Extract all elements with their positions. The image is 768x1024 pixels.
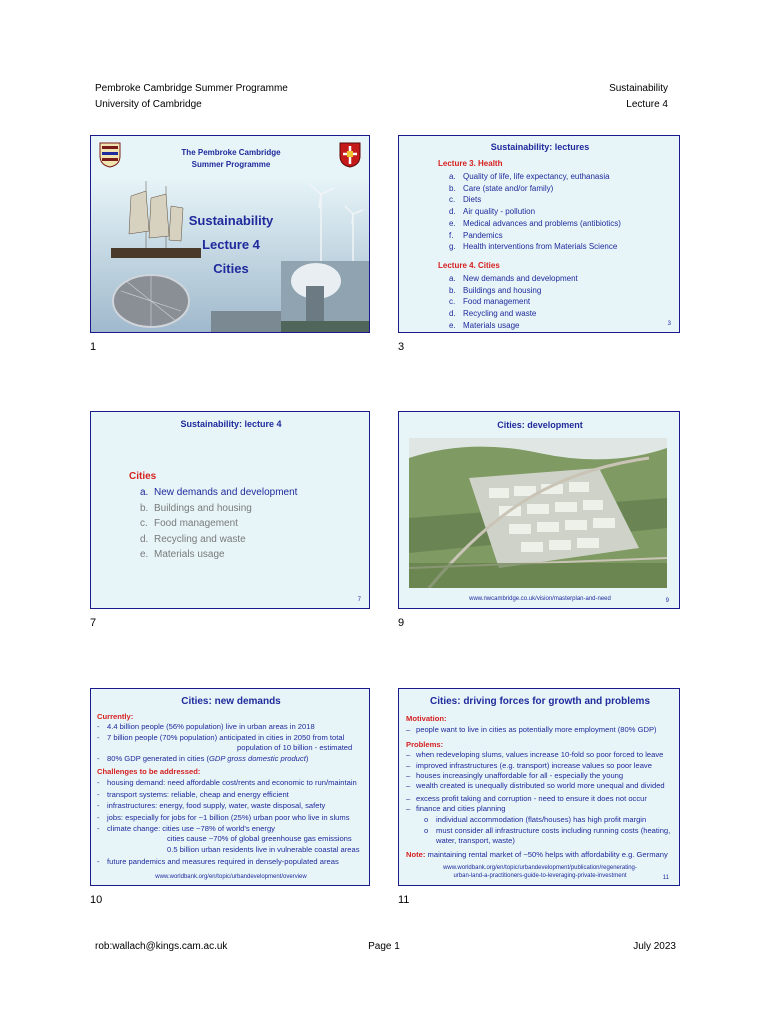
slide-1-lecture-text: Lecture 4 [202, 237, 260, 252]
header-lecture: Lecture 4 [626, 99, 668, 110]
list-item-continued: population of 10 billion - estimated [237, 743, 353, 753]
slide-3-page: 3 [667, 321, 671, 327]
list-item: – people want to live in cities as potentially more employment (80% GDP) [406, 725, 657, 735]
challenges-heading: Challenges to be addressed: [97, 767, 201, 777]
slide-number-1: 1 [90, 341, 97, 353]
programme-name: The Pembroke Cambridge [181, 148, 281, 157]
list-item: c. Food management [449, 297, 531, 307]
slide-9-source-link[interactable]: www.nwcambridge.co.uk/vision/masterplan-and-need [469, 596, 611, 602]
slide-1-topic-text: Cities [213, 261, 249, 276]
slide-3-lectures [398, 135, 680, 333]
footer-page: Page 1 [368, 941, 400, 952]
list-item: e. Materials usage [140, 549, 225, 561]
list-item-continued: cities cause ~70% of global greenhouse gas emissions [167, 834, 352, 844]
slide-11-page: 11 [662, 875, 669, 881]
slide-7-lecture-4 [90, 411, 370, 609]
lecture-4-list [449, 273, 578, 332]
slide-1-title [90, 135, 370, 333]
slide-9-title: Cities: development [497, 420, 583, 430]
sub-list-item: o must consider all infrastructure costs including running costs (heating, water, transport, waste) [424, 826, 671, 846]
slide-11-body [406, 714, 678, 860]
list-item: a. Quality of life, life expectancy, euthanasia [449, 172, 610, 181]
list-item: – houses increasingly unaffordable for all - especially the young [406, 771, 624, 781]
slide-7-title: Sustainability: lecture 4 [180, 419, 282, 429]
list-item: – when redeveloping slums, values increase 10-fold so poor forced to leave [406, 750, 664, 760]
slide-1-title-text: Sustainability [188, 213, 274, 228]
slide-11-source-link-2[interactable]: urban-land-a-practitioners-guide-to-leveraging-private-investment [453, 873, 627, 879]
list-item: e. Medical advances and problems (antibiotics) [449, 218, 621, 228]
list-item: – excess profit taking and corruption - need to ensure it does not occur [406, 793, 647, 803]
problems-heading: Problems: [406, 739, 444, 749]
list-item: - infrastructures: energy, food supply, water, waste disposal, safety [97, 801, 326, 811]
lecture-3-heading: Lecture 3. Health [438, 159, 503, 168]
slide-10-body [97, 712, 367, 868]
slide-7-page: 7 [357, 597, 361, 603]
masterplan-aerial-image [409, 438, 667, 588]
list-item: b. Care (state and/or family) [449, 183, 554, 193]
header-programme: Pembroke Cambridge Summer Programme [95, 83, 288, 94]
list-item: – wealth created is unequally distributed so world more unequal and divided [406, 781, 665, 791]
list-item: a. New demands and development [140, 487, 298, 498]
list-item-continued: 0.5 billion urban residents live in vulnerable coastal areas [167, 844, 360, 854]
slide-11-source-link-1[interactable]: www.worldbank.org/en/topic/urbandevelopment/publication/regenerating- [443, 865, 637, 871]
list-item: c. Food management [140, 518, 238, 530]
list-item: – improved infrastructures (e.g. transport) increase values so poor leave [406, 760, 652, 770]
slide-number-10: 10 [90, 894, 103, 906]
list-item: - future pandemics and measures required in densely-populated areas [97, 857, 339, 867]
footer-email[interactable]: rob:wallach@kings.cam.ac.uk [95, 941, 228, 952]
currently-heading: Currently: [97, 712, 134, 721]
list-item: – finance and cities planning [406, 804, 506, 814]
slide-10-new-demands [90, 688, 370, 886]
list-item: c. Diets [449, 195, 482, 205]
note-line: Note: maintaining rental market of ~50% helps with affordability e.g. Germany [406, 849, 668, 859]
slide-7-list [140, 485, 297, 563]
header-university: University of Cambridge [95, 99, 202, 110]
programme-name-2: Summer Programme [191, 160, 271, 169]
footer-date: July 2023 [633, 941, 676, 952]
slide-number-3: 3 [398, 341, 405, 353]
list-item: g. Health interventions from Materials Science [449, 242, 618, 252]
list-item: - climate change: cities use ~78% of world's energy [97, 824, 275, 834]
list-item: - 80% GDP generated in cities (GDP gross domestic product) [97, 753, 309, 763]
list-item: - 7 billion people (70% population) anticipated in cities in 2050 from total [97, 732, 345, 742]
sub-list-item: o individual accommodation (flats/houses) has high profit margin [424, 814, 647, 824]
slide-number-11: 11 [398, 894, 410, 906]
slide-9-page: 9 [665, 598, 669, 604]
slide-10-source-link[interactable]: www.worldbank.org/en/topic/urbandevelopment/overview [155, 874, 307, 880]
slide-9-development [398, 411, 680, 609]
list-item: f. Pandemics [449, 230, 503, 240]
list-item: - housing demand: need affordable cost/rents and economic to run/maintain [97, 778, 357, 788]
list-item: - transport systems: reliable, cheap and energy efficient [97, 789, 289, 799]
list-item: - jobs: especially for jobs for ~1 billion (25%) urban poor who live in slums [97, 812, 350, 822]
motivation-heading: Motivation: [406, 714, 447, 723]
slide-7-heading: Cities [129, 471, 157, 482]
list-item: b. Buildings and housing [140, 502, 252, 514]
list-item: d. Recycling and waste [140, 533, 246, 545]
slide-number-9: 9 [398, 617, 405, 629]
slide-number-7: 7 [90, 617, 97, 629]
slide-11-driving-forces [398, 688, 680, 886]
list-item: e. Materials usage [449, 320, 520, 330]
lecture-3-list [449, 171, 621, 253]
header-course: Sustainability [609, 83, 668, 94]
list-item: - 4.4 billion people (56% population) live in urban areas in 2018 [97, 722, 315, 732]
slide-10-title: Cities: new demands [181, 696, 281, 707]
list-item: a. New demands and development [449, 274, 578, 283]
slide-11-title: Cities: driving forces for growth and problems [429, 696, 651, 707]
slide-3-title: Sustainability: lectures [490, 142, 590, 152]
list-item: d. Recycling and waste [449, 309, 537, 319]
list-item: d. Air quality - pollution [449, 207, 536, 217]
lecture-4-heading: Lecture 4. Cities [438, 261, 500, 270]
list-item: b. Buildings and housing [449, 285, 542, 295]
